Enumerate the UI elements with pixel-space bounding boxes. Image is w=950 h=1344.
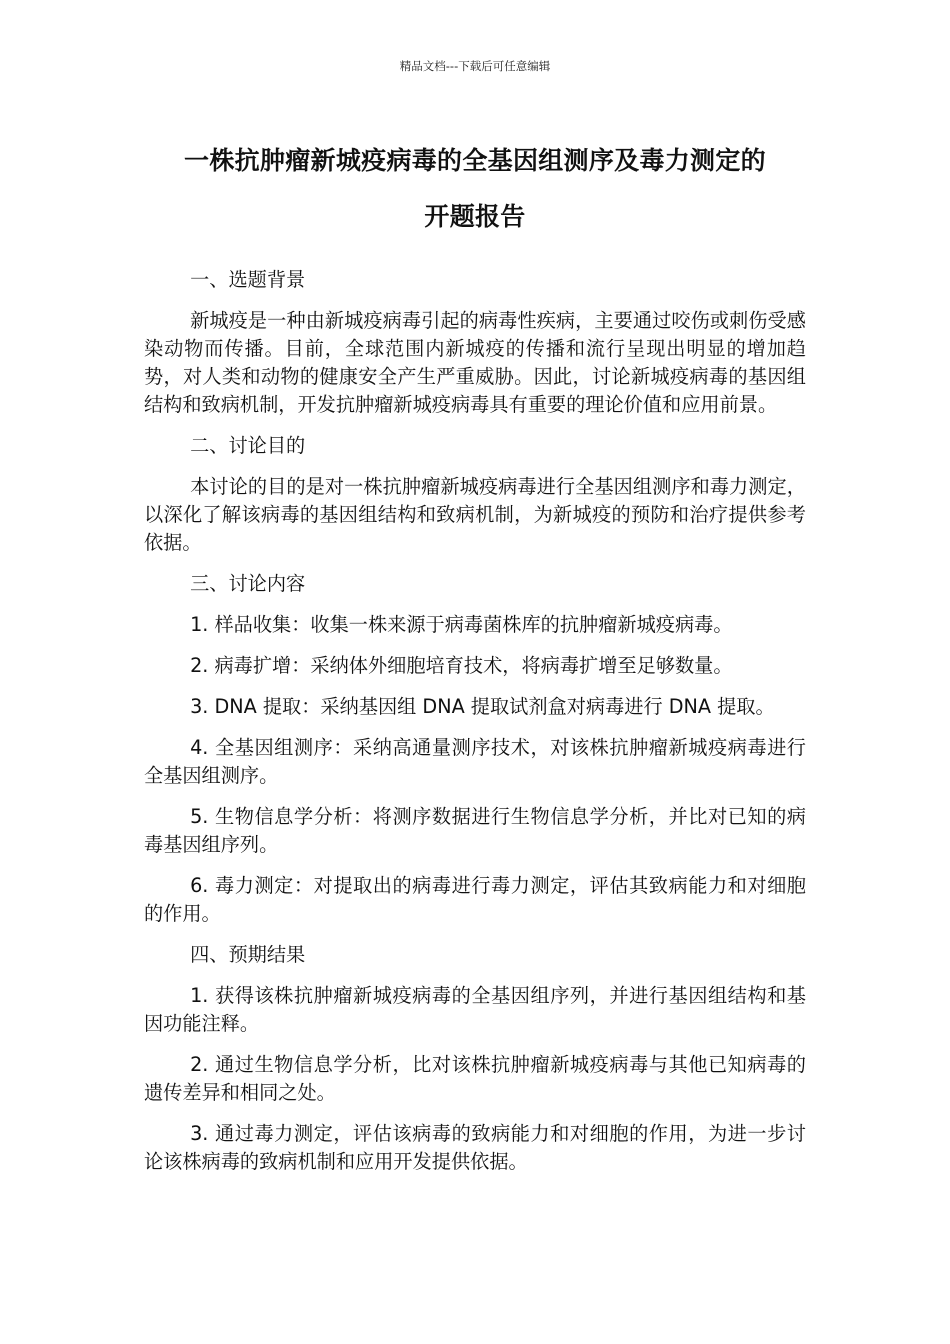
result-item-comparison: 2. 通过生物信息学分析，比对该株抗肿瘤新城疫病毒与其他已知病毒的遗传差异和相同之处。 bbox=[144, 1053, 806, 1104]
header-note: 精品文档---下载后可任意编辑 bbox=[399, 59, 551, 73]
list-item-sample-collection: 1. 样品收集：收集一株来源于病毒菌株库的抗肿瘤新城疫病毒。 bbox=[190, 613, 733, 636]
paragraph-purpose: 本讨论的目的是对一株抗肿瘤新城疫病毒进行全基因组测序和毒力测定，以深化了解该病毒的基因组结构和致病机制，为新城疫的预防和治疗提供参考依据。 bbox=[144, 475, 806, 554]
section-heading-purpose: 二、讨论目的 bbox=[190, 434, 306, 457]
section-heading-expected-results: 四、预期结果 bbox=[190, 943, 306, 966]
document-title bbox=[130, 133, 820, 245]
section-heading-content: 三、讨论内容 bbox=[190, 572, 306, 595]
paragraph-background: 新城疫是一种由新城疫病毒引起的病毒性疾病，主要通过咬伤或刺伤受感染动物而传播。目前，全球范围内新城疫的传播和流行呈现出明显的增加趋势，对人类和动物的健康安全产生严重威胁。因此，讨论新城疫病毒的基因组结构和致病机制，开发抗肿瘤新城疫病毒具有重要的理论价值和应用前景。 bbox=[144, 309, 806, 416]
title-line-1: 一株抗肿瘤新城疫病毒的全基因组测序及毒力测定的 bbox=[184, 146, 766, 175]
section-heading-background: 一、选题背景 bbox=[190, 268, 306, 291]
document-body bbox=[144, 266, 806, 1189]
list-item-virus-amplification: 2. 病毒扩增：采纳体外细胞培育技术，将病毒扩增至足够数量。 bbox=[190, 654, 733, 677]
result-item-genome-sequence: 1. 获得该株抗肿瘤新城疫病毒的全基因组序列，并进行基因组结构和基因功能注释。 bbox=[144, 984, 806, 1035]
list-item-dna-extraction: 3. DNA 提取：采纳基因组 DNA 提取试剂盒对病毒进行 DNA 提取。 bbox=[190, 695, 775, 718]
result-item-virulence: 3. 通过毒力测定，评估该病毒的致病能力和对细胞的作用，为进一步讨论该株病毒的致病机制和应用开发提供依据。 bbox=[144, 1122, 806, 1173]
list-item-virulence-test: 6. 毒力测定：对提取出的病毒进行毒力测定，评估其致病能力和对细胞的作用。 bbox=[144, 874, 806, 925]
list-item-genome-sequencing: 4. 全基因组测序：采纳高通量测序技术，对该株抗肿瘤新城疫病毒进行全基因组测序。 bbox=[144, 736, 806, 787]
title-line-2: 开题报告 bbox=[424, 202, 526, 231]
list-item-bioinformatics: 5. 生物信息学分析：将测序数据进行生物信息学分析，并比对已知的病毒基因组序列。 bbox=[144, 805, 806, 856]
